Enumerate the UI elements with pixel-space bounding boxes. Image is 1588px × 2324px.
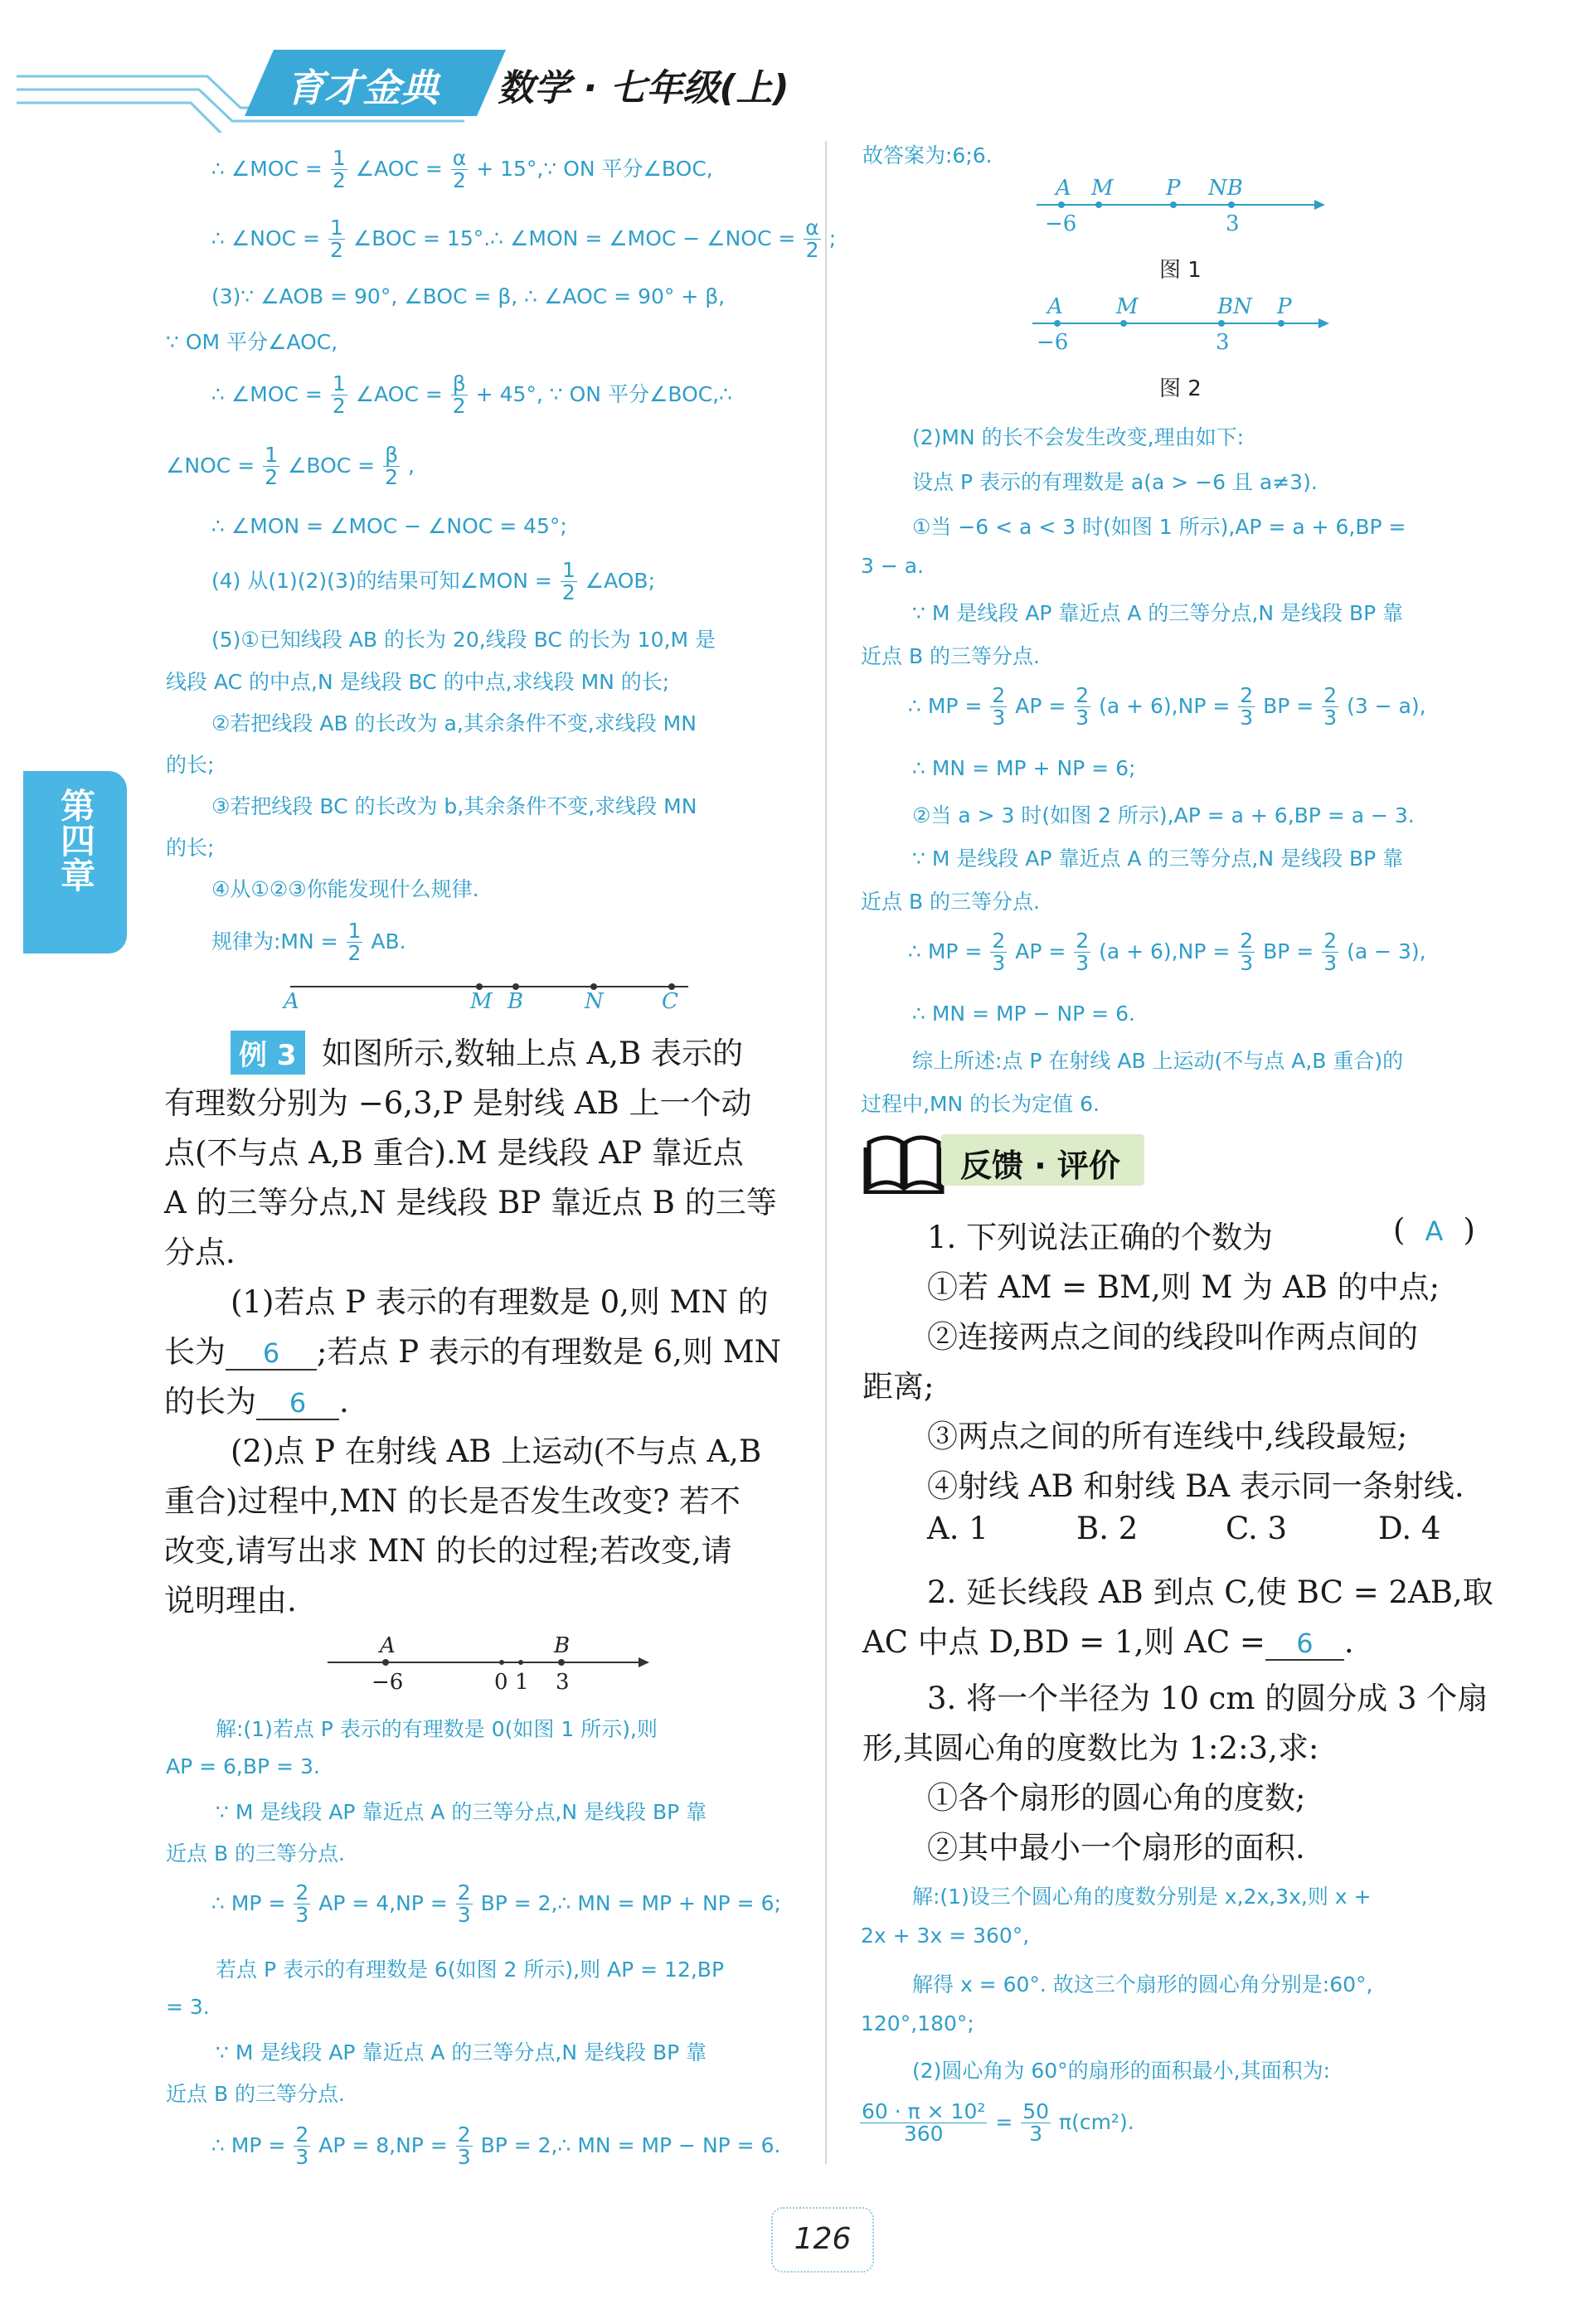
seg-label: B bbox=[507, 989, 524, 1014]
sol-line: 解:(1)设三个圆心角的度数分别是 x,2x,3x,则 x + bbox=[912, 1885, 1372, 1909]
question-line: 1. 下列说法正确的个数为 bbox=[927, 1220, 1274, 1255]
sol-line: 规律为:MN = $\frac{1}{2}$ AB. bbox=[211, 919, 406, 966]
axis-label: A bbox=[380, 1633, 396, 1658]
question-line: 长为 6 ;若点 P 表示的有理数是 6,则 MN bbox=[164, 1334, 781, 1370]
sol-line: ∵ M 是线段 AP 靠近点 A 的三等分点,N 是线段 BP 靠 bbox=[912, 601, 1404, 625]
axis-tick: −6 bbox=[372, 1670, 404, 1695]
fig2-caption: 图 2 bbox=[1159, 376, 1202, 401]
fig1-label: P bbox=[1166, 176, 1181, 201]
seg-label: A bbox=[284, 989, 299, 1014]
seg-label: C bbox=[662, 989, 678, 1014]
header-subject: 数学 · 七年级(上) bbox=[498, 67, 789, 109]
sol-line: (4) 从(1)(2)(3)的结果可知∠MON = $\frac{1}{2}$ ∠AOB; bbox=[211, 558, 655, 605]
axis-tick: 3 bbox=[556, 1670, 570, 1695]
question-line: 改变,请写出求 MN 的长的过程;若改变,请 bbox=[164, 1533, 732, 1569]
sol-line: ①当 −6 < a < 3 时(如图 1 所示),AP = a + 6,BP = bbox=[912, 515, 1406, 539]
question-line: ②连接两点之间的线段叫作两点间的 bbox=[927, 1319, 1418, 1355]
choice-option: B. 2 bbox=[1076, 1511, 1139, 1546]
sol-line: (2)MN 的长不会发生改变,理由如下: bbox=[912, 425, 1245, 449]
example-line: 有理数分别为 −6,3,P 是射线 AB 上一个动 bbox=[164, 1085, 752, 1121]
sol-line: AP = 6,BP = 3. bbox=[166, 1754, 320, 1778]
sol-line: 解:(1)若点 P 表示的有理数是 0(如图 1 所示),则 bbox=[216, 1717, 658, 1741]
sol-line: ∴ ∠MOC = $\frac{1}{2}$ ∠AOC = $\frac{\alpha}{2}$ + 15°,∵ ON 平分∠BOC, bbox=[211, 146, 713, 193]
sol-line: 解得 x = 60°. 故这三个扇形的圆心角分别是:60°, bbox=[912, 1972, 1373, 1997]
choice-option: A. 1 bbox=[927, 1511, 988, 1546]
fig1-caption: 图 1 bbox=[1159, 258, 1202, 283]
sol-line: ∵ M 是线段 AP 靠近点 A 的三等分点,N 是线段 BP 靠 bbox=[216, 1800, 707, 1824]
answer-intro: 故答案为:6;6. bbox=[862, 143, 993, 167]
sol-line: ∴ MN = MP − NP = 6. bbox=[912, 1002, 1135, 1026]
example-line: 点(不与点 A,B 重合).M 是线段 AP 靠近点 bbox=[164, 1135, 744, 1171]
book-icon bbox=[862, 1128, 945, 1194]
example-line: 分点. bbox=[164, 1235, 236, 1270]
sol-line: (5)①已知线段 AB 的长为 20,线段 BC 的长为 10,M 是 bbox=[211, 628, 716, 652]
sol-line: 近点 B 的三等分点. bbox=[861, 644, 1040, 668]
sol-line: ∴ MN = MP + NP = 6; bbox=[912, 756, 1136, 780]
question-line: ①各个扇形的圆心角的度数; bbox=[927, 1780, 1306, 1816]
question-line: 说明理由. bbox=[164, 1583, 297, 1618]
question-line: 2. 延长线段 AB 到点 C,使 BC = 2AB,取 bbox=[927, 1574, 1493, 1610]
sol-line: ∵ M 是线段 AP 靠近点 A 的三等分点,N 是线段 BP 靠 bbox=[216, 2040, 707, 2064]
answer-blank: 6 bbox=[1265, 1628, 1344, 1661]
question-line: AC 中点 D,BD = 1,则 AC = 6 . bbox=[862, 1624, 1354, 1660]
fig2-label: M bbox=[1116, 294, 1139, 319]
axis-tick: 0 bbox=[494, 1670, 508, 1695]
sol-line: ③若把线段 BC 的长改为 b,其余条件不变,求线段 MN bbox=[211, 794, 697, 818]
sol-line: ∴ MP = $\frac{2}{3}$ AP = 4,NP = $\frac{2}{3}$ BP = 2,∴ MN = MP + NP = 6; bbox=[211, 1880, 781, 1928]
fig1-label: A bbox=[1056, 176, 1071, 201]
seg-label: M bbox=[470, 989, 493, 1014]
chapter-tab-label: 第四章 bbox=[56, 788, 96, 892]
sol-line: ④从①②③你能发现什么规律. bbox=[211, 877, 479, 901]
sol-line: 近点 B 的三等分点. bbox=[861, 890, 1040, 914]
sol-line: 的长; bbox=[166, 753, 215, 777]
sol-line: 近点 B 的三等分点. bbox=[166, 1841, 345, 1866]
fig1-tick: −6 bbox=[1045, 211, 1077, 236]
sol-line: 120°,180°; bbox=[861, 2011, 974, 2035]
sol-line: 线段 AC 的中点,N 是线段 BC 的中点,求线段 MN 的长; bbox=[166, 670, 670, 694]
section-title: 反馈 · 评价 bbox=[960, 1147, 1120, 1184]
question-line: 的长为 6 . bbox=[164, 1384, 349, 1419]
question-line: ③两点之间的所有连线中,线段最短; bbox=[927, 1419, 1408, 1454]
answer-blank: 6 bbox=[256, 1387, 339, 1420]
sol-line: ∵ OM 平分∠AOC, bbox=[166, 330, 338, 354]
column-divider bbox=[825, 141, 827, 2164]
question-line: (2)点 P 在射线 AB 上运动(不与点 A,B bbox=[231, 1434, 762, 1469]
axis-label: B bbox=[554, 1633, 571, 1658]
sol-line: ∴ MP = $\frac{2}{3}$ AP = 8,NP = $\frac{2}{3}$ BP = 2,∴ MN = MP − NP = 6. bbox=[211, 2123, 781, 2170]
question-line: 距离; bbox=[862, 1369, 935, 1405]
figure-1-line bbox=[1037, 192, 1327, 217]
fig1-label: NB bbox=[1208, 176, 1243, 201]
fig2-label: A bbox=[1047, 294, 1063, 319]
example-badge: 例 3 bbox=[231, 1031, 305, 1075]
fig2-label: BN bbox=[1217, 294, 1252, 319]
axis-tick: 1 bbox=[515, 1670, 529, 1695]
sol-line: ∴ ∠MOC = $\frac{1}{2}$ ∠AOC = $\frac{\beta}{2}$ + 45°, ∵ ON 平分∠BOC,∴ bbox=[211, 371, 733, 419]
header-decoration bbox=[0, 33, 1588, 133]
sol-line: (2)圆心角为 60°的扇形的面积最小,其面积为: bbox=[912, 2059, 1331, 2083]
fig1-label: M bbox=[1091, 176, 1114, 201]
sol-line: 设点 P 表示的有理数是 a(a > −6 且 a≠3). bbox=[912, 470, 1318, 494]
fig2-label: P bbox=[1277, 294, 1292, 319]
question-line: 形,其圆心角的度数比为 1:2:3,求: bbox=[862, 1730, 1319, 1766]
sol-line: 若点 P 表示的有理数是 6(如图 2 所示),则 AP = 12,BP bbox=[216, 1958, 725, 1982]
sol-line: ②当 a > 3 时(如图 2 所示),AP = a + 6,BP = a − 3. bbox=[912, 803, 1415, 827]
sol-line: ∠NOC = $\frac{1}{2}$ ∠BOC = $\frac{\beta}{2}$ , bbox=[166, 443, 415, 490]
sol-line: 综上所述:点 P 在射线 AB 上运动(不与点 A,B 重合)的 bbox=[912, 1049, 1404, 1073]
question-line: ①若 AM = BM,则 M 为 AB 的中点; bbox=[927, 1269, 1440, 1305]
question-line: ②其中最小一个扇形的面积. bbox=[927, 1830, 1305, 1866]
sol-line: 过程中,MN 的长为定值 6. bbox=[861, 1092, 1100, 1116]
sol-line: 的长; bbox=[166, 836, 215, 860]
page-number: 126 bbox=[794, 2222, 852, 2256]
question-line: (1)若点 P 表示的有理数是 0,则 MN 的 bbox=[231, 1284, 769, 1320]
header-brand: 育才金典 bbox=[286, 65, 439, 110]
sol-line: ∴ ∠NOC = $\frac{1}{2}$ ∠BOC = 15°.∴ ∠MON = ∠MOC − ∠NOC = $\frac{\alpha}{2}$ ; bbox=[211, 216, 837, 263]
sol-line: ∴ ∠MON = ∠MOC − ∠NOC = 45°; bbox=[211, 514, 567, 538]
sol-line: ②若把线段 AB 的长改为 a,其余条件不变,求线段 MN bbox=[211, 711, 697, 735]
sol-line: ∴ MP = $\frac{2}{3}$ AP = $\frac{2}{3}$ (a + 6),NP = $\frac{2}{3}$ BP = $\frac{2}{3}$ (3 − a), bbox=[908, 683, 1426, 730]
fig2-tick: 3 bbox=[1216, 330, 1230, 355]
sol-line: (3)∵ ∠AOB = 90°, ∠BOC = β, ∴ ∠AOC = 90° + β, bbox=[211, 284, 726, 308]
sol-line: $\frac{\text{60 · π × 10²}}{360}$ = $\frac{50}{3}$ π(cm²). bbox=[862, 2099, 1134, 2147]
question-line: ④射线 AB 和射线 BA 表示同一条射线. bbox=[927, 1468, 1464, 1504]
fig1-tick: 3 bbox=[1226, 211, 1240, 236]
sol-line: ∵ M 是线段 AP 靠近点 A 的三等分点,N 是线段 BP 靠 bbox=[912, 847, 1404, 871]
choice-option: D. 4 bbox=[1378, 1511, 1441, 1546]
seg-label: N bbox=[585, 989, 604, 1014]
fig2-tick: −6 bbox=[1037, 330, 1069, 355]
sol-line: 近点 B 的三等分点. bbox=[166, 2082, 345, 2106]
question-line: 重合)过程中,MN 的长是否发生改变? 若不 bbox=[164, 1483, 741, 1519]
question-line: 3. 将一个半径为 10 cm 的圆分成 3 个扇 bbox=[927, 1681, 1488, 1716]
sol-line: ∴ MP = $\frac{2}{3}$ AP = $\frac{2}{3}$ (a + 6),NP = $\frac{2}{3}$ BP = $\frac{2}{3}$ (a − 3), bbox=[908, 929, 1426, 976]
question-paren: ( A ) bbox=[1393, 1212, 1475, 1248]
sol-line: 2x + 3x = 360°, bbox=[861, 1924, 1030, 1948]
example-line: 如图所示,数轴上点 A,B 表示的 bbox=[322, 1036, 743, 1071]
choice-option: C. 3 bbox=[1226, 1511, 1288, 1546]
answer-blank: 6 bbox=[226, 1337, 317, 1371]
sol-line: = 3. bbox=[166, 1995, 210, 2019]
sol-line: 3 − a. bbox=[861, 554, 925, 578]
example-line: A 的三等分点,N 是线段 BP 靠近点 B 的三等 bbox=[164, 1185, 777, 1220]
choice-answer: A bbox=[1425, 1215, 1444, 1247]
